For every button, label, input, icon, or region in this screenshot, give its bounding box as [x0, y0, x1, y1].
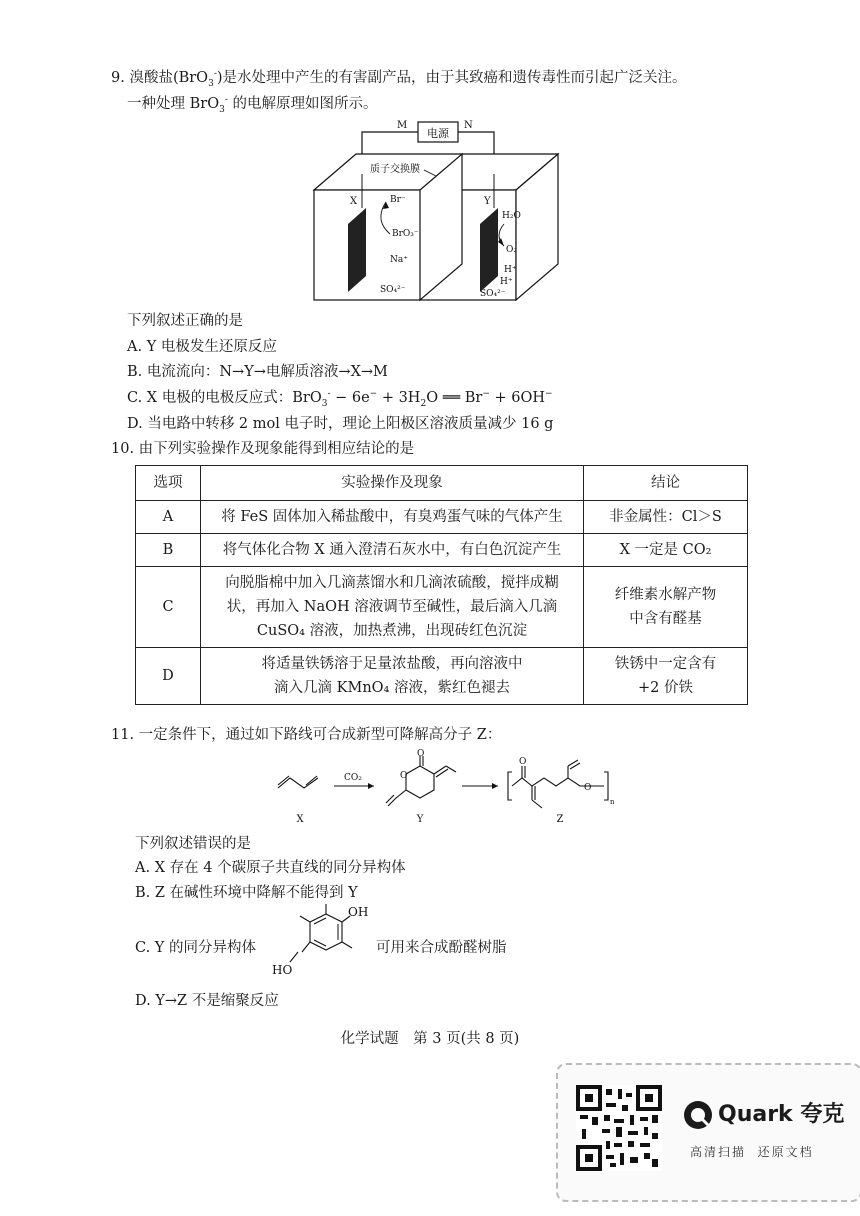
q11-option-c-text: C. Y 的同分异构体 — [135, 940, 256, 956]
q11-option-a: A. X 存在 4 个碳原子共直线的同分异构体 — [135, 860, 406, 876]
ion-so4-left: SO₄²⁻ — [380, 285, 406, 295]
label-z: Z — [556, 814, 564, 825]
power-label: 电源 — [427, 127, 449, 140]
table-row — [136, 567, 748, 648]
row-conclusion: 纤维素水解产物 中含有醛基 — [584, 567, 748, 648]
row-option: B — [136, 534, 201, 567]
q9-option-b: B. 电流流向：N→Y→电解质溶液→X→M — [127, 364, 388, 380]
row-operation: 将气体化合物 X 通入澄清石灰水中，有白色沉淀产生 — [201, 534, 584, 567]
terminal-n: N — [464, 120, 473, 131]
q11-option-c-tail: 可用来合成酚醛树脂 — [376, 940, 507, 956]
page-footer: 化学试题 第 3 页(共 8 页) — [340, 1031, 520, 1047]
table-row — [136, 648, 748, 705]
row-conclusion: X 一定是 CO₂ — [584, 534, 748, 567]
carbonyl-o-z: O — [519, 757, 527, 767]
ion-h2o: H₂O — [502, 211, 521, 221]
q9-option-a: A. Y 电极发生还原反应 — [127, 339, 277, 355]
subscript-n: n — [610, 798, 615, 806]
table-row — [136, 534, 748, 567]
table-header-row — [136, 466, 748, 501]
table-row — [136, 501, 748, 534]
quark-badge — [556, 1063, 860, 1202]
structure-y — [406, 766, 434, 798]
q11-option-d: D. Y→Z 不是缩聚反应 — [135, 993, 279, 1009]
ether-o-z: O — [584, 783, 592, 793]
ion-br: Br⁻ — [390, 195, 406, 205]
row-option: D — [136, 648, 201, 705]
reagent-co2: CO₂ — [344, 773, 362, 783]
terminal-m: M — [397, 120, 408, 131]
header-option: 选项 — [136, 466, 201, 501]
qr-code-icon — [576, 1085, 662, 1171]
header-operation: 实验操作及现象 — [201, 466, 584, 501]
ion-na: Na⁺ — [390, 255, 408, 265]
row-option: C — [136, 567, 201, 648]
ion-o2: O₂ — [506, 245, 517, 255]
ho-group: HO — [272, 963, 293, 977]
carbonyl-o-y: O — [417, 749, 425, 759]
row-option: A — [136, 501, 201, 534]
label-y: Y — [484, 196, 491, 207]
ion-so4-right: SO₄²⁻ — [480, 289, 506, 299]
q10-title: 10. 由下列实验操作及现象能得到相应结论的是 — [111, 441, 415, 457]
row-operation: 将 FeS 固体加入稀盐酸中，有臭鸡蛋气味的气体产生 — [201, 501, 584, 534]
ion-h-2: H⁺ — [500, 277, 513, 287]
experiment-table — [135, 465, 748, 705]
ion-bro3: BrO₃⁻ — [392, 229, 419, 239]
quark-logo-icon — [682, 1099, 714, 1131]
row-conclusion: 非金属性：Cl＞S — [584, 501, 748, 534]
row-operation: 将适量铁锈溶于足量浓盐酸，再向溶液中 滴入几滴 KMnO₄ 溶液，紫红色褪去 — [201, 648, 584, 705]
membrane-label: 质子交换膜 — [370, 164, 420, 175]
q9-line1: 9. 溴酸盐(BrO$_3$-)是水处理中产生的有害副产品，由于其致癌和遗传毒性而引起广泛关注。 — [111, 69, 687, 89]
row-operation: 向脱脂棉中加入几滴蒸馏水和几滴浓硫酸，搅拌成糊 状，再加入 NaOH 溶液调节至碱性，最后滴入几滴 CuSO₄ 溶液，加热煮沸，出现砖红色沉淀 — [201, 567, 584, 648]
label-y: Y — [416, 814, 424, 825]
oh-group: OH — [348, 905, 369, 919]
header-conclusion: 结论 — [584, 466, 748, 501]
row-conclusion: 铁锈中一定含有 +2 价铁 — [584, 648, 748, 705]
q11-prompt: 下列叙述错误的是 — [135, 836, 251, 852]
quark-tagline: 高清扫描 还原文档 — [690, 1145, 814, 1159]
phenol-structure — [266, 900, 386, 982]
ring-o-y: O — [400, 771, 408, 781]
q9-prompt: 下列叙述正确的是 — [127, 313, 243, 329]
q9-option-d: D. 当电路中转移 2 mol 电子时，理论上阳极区溶液质量减少 16 g — [127, 416, 554, 432]
synthesis-scheme — [268, 748, 628, 828]
q9-line2: 一种处理 BrO$_3$- 的电解原理如图所示。 — [127, 95, 378, 115]
q11-title: 11. 一定条件下，通过如下路线可合成新型可降解高分子 Z： — [111, 727, 502, 743]
q11-option-b: B. Z 在碱性环境中降解不能得到 Y — [135, 885, 358, 901]
q9-option-c: C. X 电极的电极反应式：$BrO_3^- - 6e^- + 3H_2O$ ══ Br− + 6OH− — [127, 389, 553, 409]
label-x: X — [350, 196, 358, 207]
label-x: X — [296, 814, 304, 825]
ion-h-1: H⁺ — [504, 265, 517, 275]
electrolysis-diagram — [308, 112, 568, 308]
quark-brand: Quark 夸克 — [718, 1102, 845, 1127]
